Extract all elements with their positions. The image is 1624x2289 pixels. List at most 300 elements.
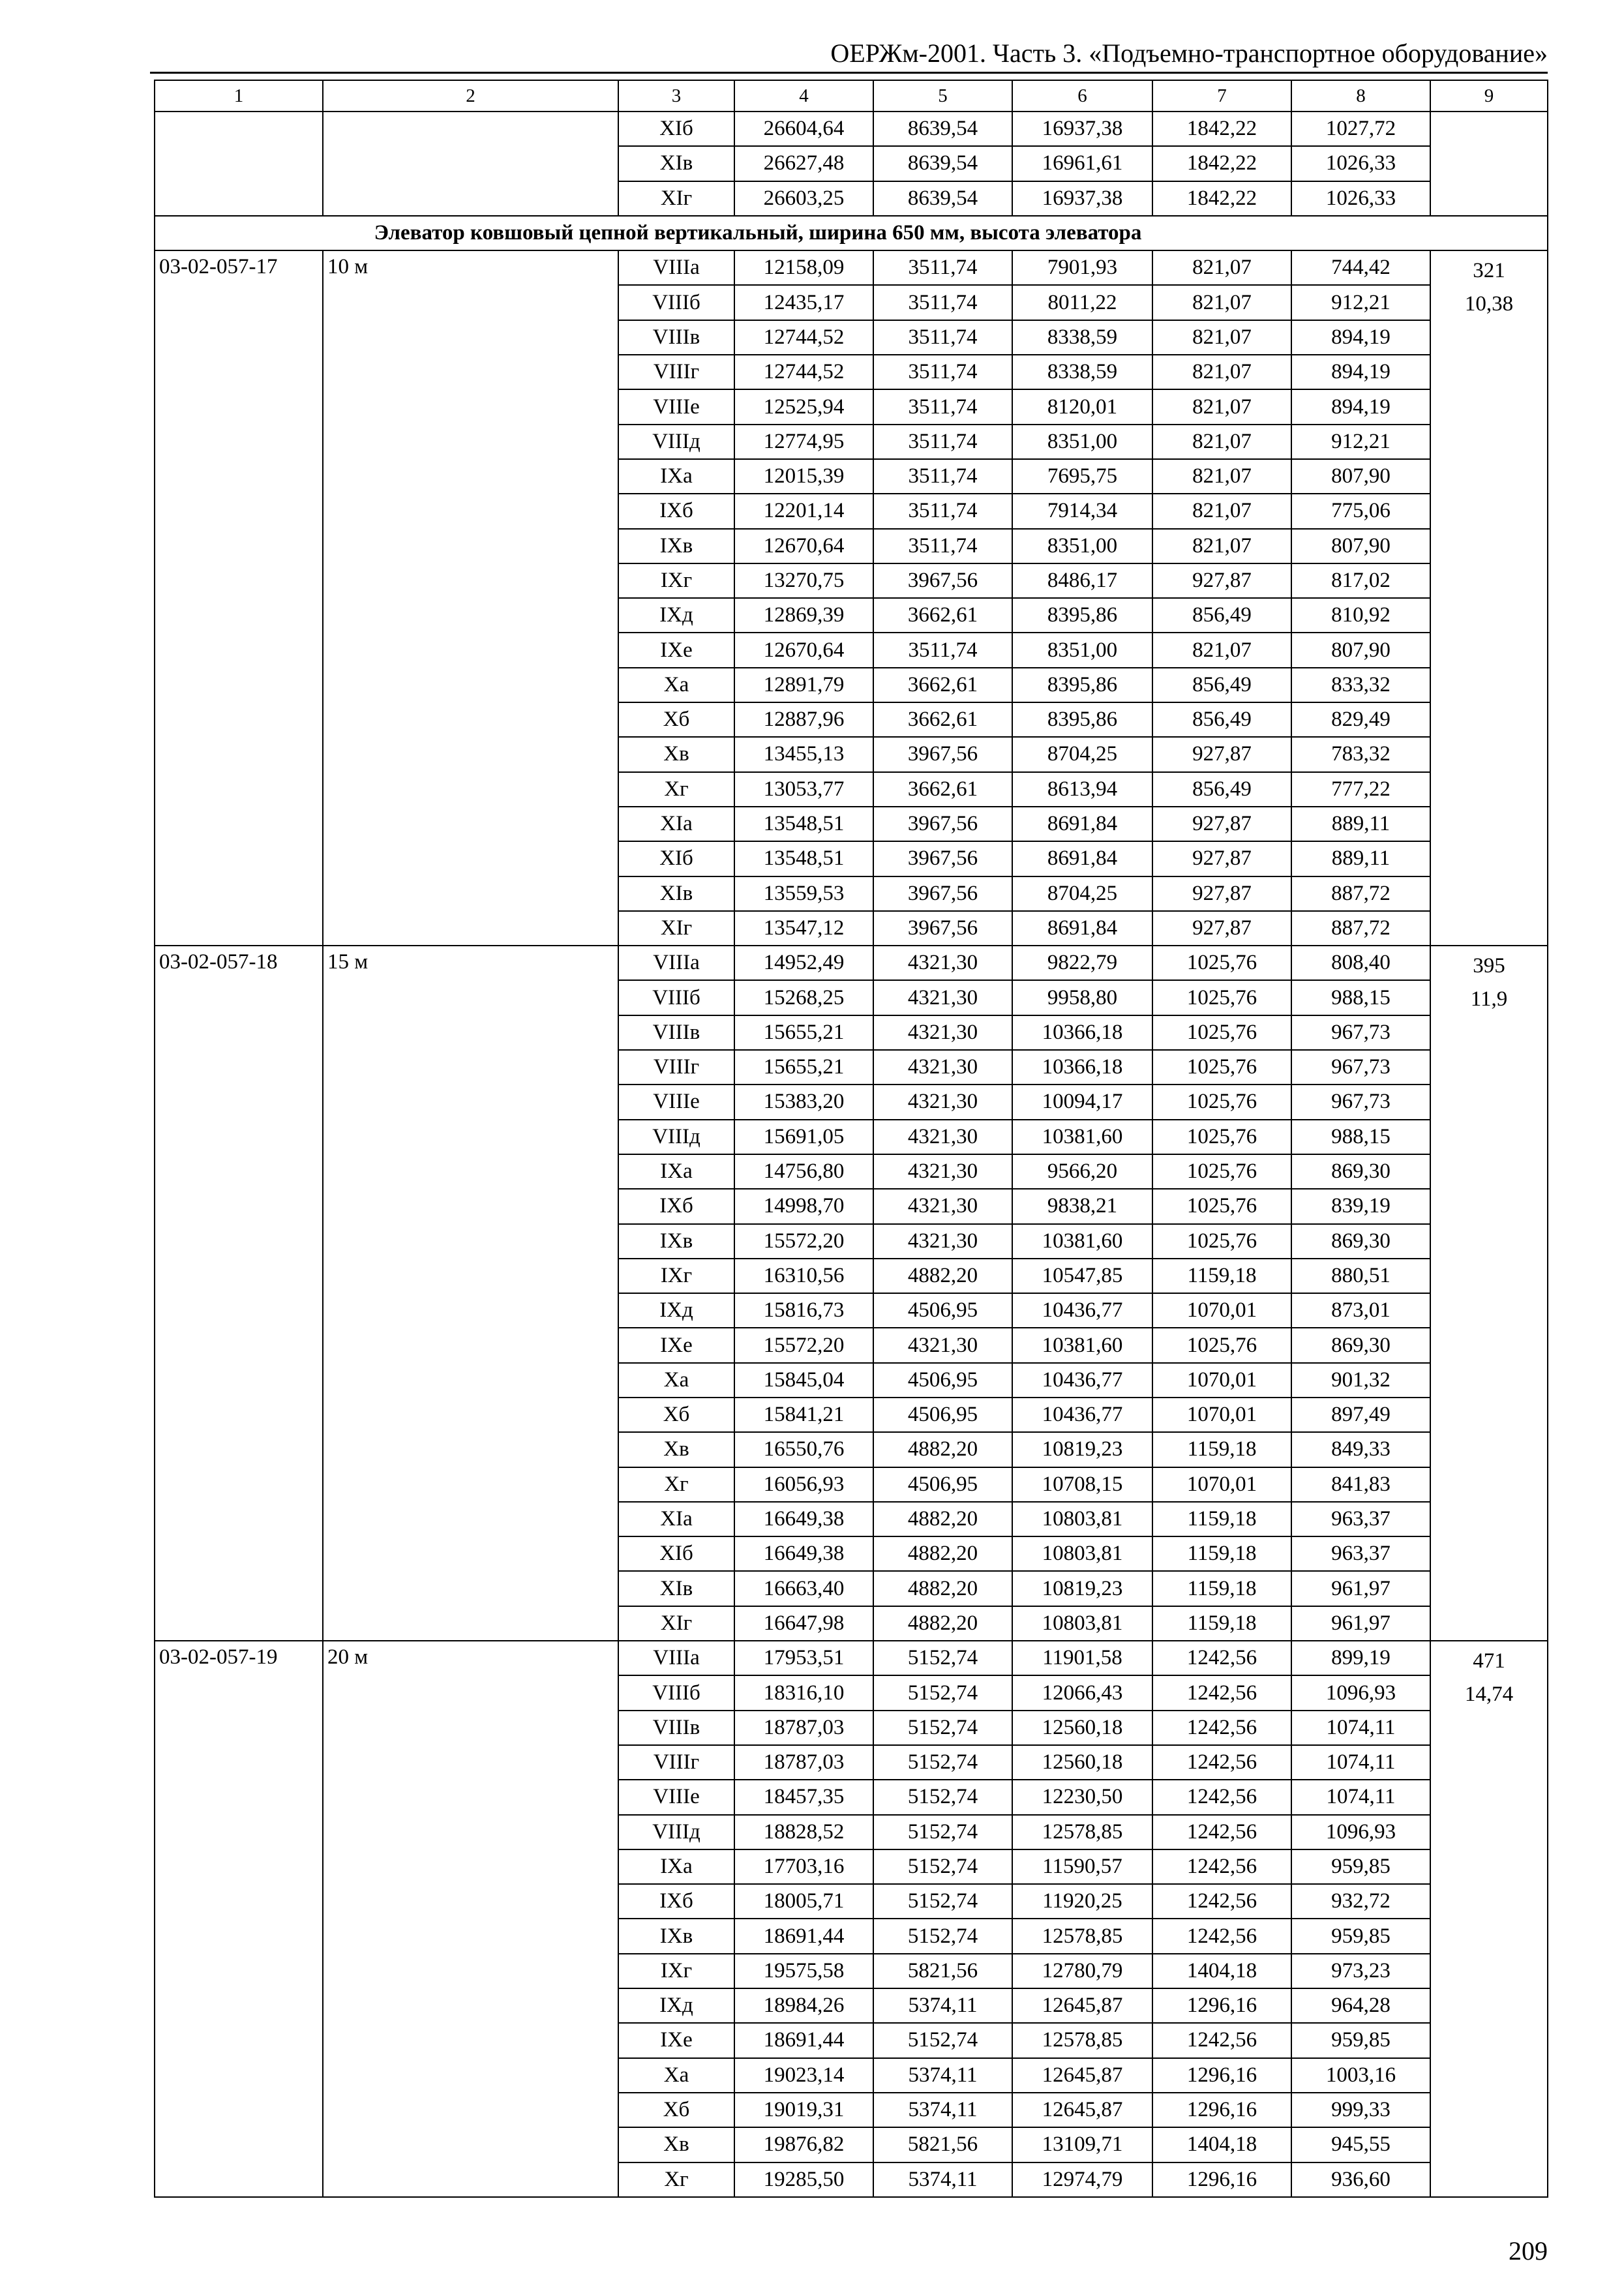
value-cell: 1096,93 [1291, 1815, 1430, 1849]
value-cell: 744,42 [1291, 250, 1430, 285]
value-cell: 3662,61 [873, 772, 1012, 807]
column-number-cell: 8 [1291, 80, 1430, 112]
value-cell: 1296,16 [1152, 2093, 1291, 2127]
value-cell: 1025,76 [1152, 1015, 1291, 1050]
value-cell: 1242,56 [1152, 1919, 1291, 1953]
value-cell: 849,33 [1291, 1432, 1430, 1467]
value-cell: 18787,03 [734, 1711, 873, 1745]
value-cell: 927,87 [1152, 807, 1291, 841]
value-cell: 12066,43 [1012, 1675, 1152, 1710]
value-cell: VIIIг [618, 355, 734, 389]
value-cell: 7901,93 [1012, 250, 1152, 285]
column-number-cell: 1 [155, 80, 323, 112]
column-number-cell: 6 [1012, 80, 1152, 112]
value-cell: 777,22 [1291, 772, 1430, 807]
value-cell: 3511,74 [873, 529, 1012, 563]
value-cell: 4321,30 [873, 1154, 1012, 1189]
value-cell: 887,72 [1291, 911, 1430, 946]
value-cell: Xв [618, 1432, 734, 1467]
value-cell: 869,30 [1291, 1328, 1430, 1362]
value-cell: 1242,56 [1152, 1815, 1291, 1849]
column-number-cell: 9 [1430, 80, 1548, 112]
value-cell: VIIIа [618, 250, 734, 285]
value-cell: 10366,18 [1012, 1050, 1152, 1085]
value-cell: 808,40 [1291, 946, 1430, 980]
value-cell: 1242,56 [1152, 1675, 1291, 1710]
value-cell: 11920,25 [1012, 1884, 1152, 1919]
value-cell: Xб [618, 2093, 734, 2127]
value-cell: 19876,82 [734, 2127, 873, 2162]
value-cell: 959,85 [1291, 2023, 1430, 2057]
value-cell: 894,19 [1291, 389, 1430, 424]
column-number-cell: 3 [618, 80, 734, 112]
value-cell: 963,37 [1291, 1502, 1430, 1536]
value-cell: VIIIд [618, 1120, 734, 1154]
value-cell: 4321,30 [873, 946, 1012, 980]
value-cell: 932,72 [1291, 1884, 1430, 1919]
value-cell: 19019,31 [734, 2093, 873, 2127]
value-cell: 4321,30 [873, 1328, 1012, 1362]
value-cell: 1159,18 [1152, 1502, 1291, 1536]
value-cell: 4506,95 [873, 1293, 1012, 1328]
value-cell: Xг [618, 2162, 734, 2197]
value-cell: 18787,03 [734, 1745, 873, 1780]
value-cell: 821,07 [1152, 285, 1291, 320]
value-cell: 8486,17 [1012, 563, 1152, 598]
value-cell: 3967,56 [873, 563, 1012, 598]
value-cell: 13053,77 [734, 772, 873, 807]
value-cell: 3662,61 [873, 668, 1012, 702]
value-cell: 3511,74 [873, 633, 1012, 667]
value-cell: 18984,26 [734, 1988, 873, 2023]
value-cell: 1159,18 [1152, 1536, 1291, 1571]
value-cell: 15841,21 [734, 1398, 873, 1432]
value-cell: 4882,20 [873, 1259, 1012, 1293]
value-cell: 12744,52 [734, 320, 873, 355]
value-cell: 889,11 [1291, 807, 1430, 841]
col9-value: 471 [1473, 1649, 1505, 1673]
col9-cell [1430, 250, 1548, 946]
elevator-height-cell: 20 м [323, 1641, 618, 2197]
price-table [154, 80, 1548, 2198]
value-cell: 15845,04 [734, 1363, 873, 1398]
value-cell: 1242,56 [1152, 1745, 1291, 1780]
value-cell: VIIIб [618, 285, 734, 320]
value-cell: 1074,11 [1291, 1745, 1430, 1780]
value-cell: XIб [618, 1536, 734, 1571]
value-cell: 16310,56 [734, 1259, 873, 1293]
value-cell: IXв [618, 529, 734, 563]
value-cell: 810,92 [1291, 598, 1430, 633]
value-cell: 927,87 [1152, 911, 1291, 946]
value-cell: Xв [618, 2127, 734, 2162]
value-cell: VIIIа [618, 946, 734, 980]
value-cell: IXе [618, 1328, 734, 1362]
value-cell: 927,87 [1152, 737, 1291, 771]
value-cell: 26627,48 [734, 146, 873, 181]
value-cell: 12578,85 [1012, 1815, 1152, 1849]
value-cell: 8351,00 [1012, 633, 1152, 667]
value-cell: 1096,93 [1291, 1675, 1430, 1710]
value-cell: 894,19 [1291, 355, 1430, 389]
col9-cell [1430, 112, 1548, 216]
value-cell: 5152,74 [873, 2023, 1012, 2057]
value-cell: 13548,51 [734, 807, 873, 841]
value-cell: 3511,74 [873, 494, 1012, 528]
value-cell: 8351,00 [1012, 425, 1152, 459]
value-cell: 4506,95 [873, 1398, 1012, 1432]
value-cell: 12670,64 [734, 529, 873, 563]
value-cell: 1026,33 [1291, 181, 1430, 216]
value-cell: 821,07 [1152, 320, 1291, 355]
code-cell [155, 112, 323, 216]
value-cell: 807,90 [1291, 459, 1430, 494]
value-cell: 817,02 [1291, 563, 1430, 598]
value-cell: 15655,21 [734, 1050, 873, 1085]
value-cell: 912,21 [1291, 425, 1430, 459]
value-cell: 8338,59 [1012, 320, 1152, 355]
value-cell: 14952,49 [734, 946, 873, 980]
value-cell: 1025,76 [1152, 1050, 1291, 1085]
value-cell: 1242,56 [1152, 1641, 1291, 1675]
page-number: 209 [1509, 2236, 1548, 2266]
value-cell: 936,60 [1291, 2162, 1430, 2197]
value-cell: 856,49 [1152, 772, 1291, 807]
value-cell: 3662,61 [873, 598, 1012, 633]
value-cell: 1025,76 [1152, 1120, 1291, 1154]
value-cell: 1296,16 [1152, 1988, 1291, 2023]
value-cell: 829,49 [1291, 702, 1430, 737]
col9-value: 321 [1473, 259, 1505, 283]
value-cell: XIг [618, 1606, 734, 1641]
value-cell: 10803,81 [1012, 1502, 1152, 1536]
value-cell: 8639,54 [873, 146, 1012, 181]
value-cell: 3511,74 [873, 285, 1012, 320]
value-cell: 5152,74 [873, 1745, 1012, 1780]
value-cell: 4321,30 [873, 980, 1012, 1015]
value-cell: 999,33 [1291, 2093, 1430, 2127]
value-cell: 807,90 [1291, 529, 1430, 563]
column-number-cell: 2 [323, 80, 618, 112]
section-title-row [155, 216, 1548, 250]
value-cell: 11590,57 [1012, 1849, 1152, 1884]
value-cell: 10803,81 [1012, 1606, 1152, 1641]
col9-value: 14,74 [1464, 1683, 1514, 1707]
height-cell [323, 112, 618, 216]
column-number-cell: 7 [1152, 80, 1291, 112]
value-cell: 17953,51 [734, 1641, 873, 1675]
value-cell: 1242,56 [1152, 1711, 1291, 1745]
value-cell: IXа [618, 459, 734, 494]
col9-cell [1430, 1641, 1548, 2197]
value-cell: IXд [618, 1293, 734, 1328]
value-cell: 12560,18 [1012, 1711, 1152, 1745]
value-cell: 9822,79 [1012, 946, 1152, 980]
value-cell: 1404,18 [1152, 1954, 1291, 1988]
value-cell: 3967,56 [873, 911, 1012, 946]
value-cell: 1404,18 [1152, 2127, 1291, 2162]
value-cell: XIа [618, 1502, 734, 1536]
value-cell: 12578,85 [1012, 1919, 1152, 1953]
value-cell: 5152,74 [873, 1815, 1012, 1849]
value-cell: 12230,50 [1012, 1780, 1152, 1814]
header-divider [150, 72, 1548, 74]
value-cell: 894,19 [1291, 320, 1430, 355]
value-cell: 12201,14 [734, 494, 873, 528]
value-cell: 1026,33 [1291, 146, 1430, 181]
value-cell: IXд [618, 598, 734, 633]
value-cell: 12744,52 [734, 355, 873, 389]
value-cell: XIб [618, 841, 734, 876]
value-cell: 897,49 [1291, 1398, 1430, 1432]
value-cell: 12645,87 [1012, 2093, 1152, 2127]
value-cell: 13559,53 [734, 876, 873, 911]
value-cell: 775,06 [1291, 494, 1430, 528]
value-cell: 12560,18 [1012, 1745, 1152, 1780]
table-row [155, 112, 1548, 146]
rate-code-cell: 03-02-057-19 [155, 1641, 323, 2197]
value-cell: 18316,10 [734, 1675, 873, 1710]
value-cell: 10547,85 [1012, 1259, 1152, 1293]
value-cell: 821,07 [1152, 459, 1291, 494]
value-cell: 8639,54 [873, 112, 1012, 146]
value-cell: 16647,98 [734, 1606, 873, 1641]
value-cell: 5152,74 [873, 1675, 1012, 1710]
value-cell: Xг [618, 772, 734, 807]
value-cell: XIв [618, 1571, 734, 1606]
value-cell: XIг [618, 181, 734, 216]
value-cell: 10366,18 [1012, 1015, 1152, 1050]
value-cell: VIIIв [618, 320, 734, 355]
rate-code-cell: 03-02-057-18 [155, 946, 323, 1641]
value-cell: 841,83 [1291, 1467, 1430, 1502]
value-cell: 1842,22 [1152, 112, 1291, 146]
value-cell: 4321,30 [873, 1120, 1012, 1154]
value-cell: 8691,84 [1012, 911, 1152, 946]
value-cell: 5374,11 [873, 2093, 1012, 2127]
value-cell: 4882,20 [873, 1571, 1012, 1606]
value-cell: 10381,60 [1012, 1328, 1152, 1362]
value-cell: 1242,56 [1152, 1849, 1291, 1884]
value-cell: 5152,74 [873, 1919, 1012, 1953]
value-cell: 959,85 [1291, 1919, 1430, 1953]
value-cell: 10436,77 [1012, 1363, 1152, 1398]
value-cell: 19575,58 [734, 1954, 873, 1988]
value-cell: 10381,60 [1012, 1224, 1152, 1259]
value-cell: 1070,01 [1152, 1363, 1291, 1398]
value-cell: 8691,84 [1012, 807, 1152, 841]
value-cell: Xа [618, 668, 734, 702]
value-cell: 5152,74 [873, 1780, 1012, 1814]
value-cell: 5374,11 [873, 2162, 1012, 2197]
value-cell: 1070,01 [1152, 1467, 1291, 1502]
value-cell: 3511,74 [873, 425, 1012, 459]
value-cell: 10708,15 [1012, 1467, 1152, 1502]
value-cell: 12645,87 [1012, 1988, 1152, 2023]
value-cell: 1159,18 [1152, 1606, 1291, 1641]
value-cell: 14998,70 [734, 1189, 873, 1223]
value-cell: 8351,00 [1012, 529, 1152, 563]
value-cell: 4882,20 [873, 1502, 1012, 1536]
value-cell: 945,55 [1291, 2127, 1430, 2162]
rate-code-cell: 03-02-057-17 [155, 250, 323, 946]
value-cell: 1003,16 [1291, 2058, 1430, 2093]
value-cell: IXб [618, 1189, 734, 1223]
col9-cell [1430, 946, 1548, 1641]
value-cell: 783,32 [1291, 737, 1430, 771]
value-cell: 15572,20 [734, 1328, 873, 1362]
value-cell: Xб [618, 1398, 734, 1432]
value-cell: 15655,21 [734, 1015, 873, 1050]
table-row [155, 250, 1548, 285]
value-cell: 16937,38 [1012, 112, 1152, 146]
value-cell: 3511,74 [873, 389, 1012, 424]
value-cell: 1159,18 [1152, 1432, 1291, 1467]
value-cell: VIIIд [618, 1815, 734, 1849]
value-cell: 8338,59 [1012, 355, 1152, 389]
value-cell: 967,73 [1291, 1015, 1430, 1050]
value-cell: 1242,56 [1152, 1884, 1291, 1919]
value-cell: 12525,94 [734, 389, 873, 424]
table-row [155, 1641, 1548, 1675]
value-cell: 927,87 [1152, 563, 1291, 598]
value-cell: 15268,25 [734, 980, 873, 1015]
value-cell: IXг [618, 1259, 734, 1293]
value-cell: 869,30 [1291, 1224, 1430, 1259]
value-cell: IXв [618, 1919, 734, 1953]
value-cell: 12774,95 [734, 425, 873, 459]
value-cell: 8011,22 [1012, 285, 1152, 320]
value-cell: 1025,76 [1152, 980, 1291, 1015]
value-cell: 1027,72 [1291, 112, 1430, 146]
value-cell: XIв [618, 146, 734, 181]
value-cell: 18828,52 [734, 1815, 873, 1849]
value-cell: XIб [618, 112, 734, 146]
value-cell: 5152,74 [873, 1849, 1012, 1884]
value-cell: 8120,01 [1012, 389, 1152, 424]
value-cell: 8395,86 [1012, 702, 1152, 737]
value-cell: 3967,56 [873, 876, 1012, 911]
value-cell: 821,07 [1152, 494, 1291, 528]
value-cell: 18691,44 [734, 2023, 873, 2057]
value-cell: IXа [618, 1154, 734, 1189]
value-cell: 5821,56 [873, 2127, 1012, 2162]
value-cell: 8691,84 [1012, 841, 1152, 876]
value-cell: 988,15 [1291, 1120, 1430, 1154]
value-cell: 899,19 [1291, 1641, 1430, 1675]
value-cell: 9838,21 [1012, 1189, 1152, 1223]
value-cell: 839,19 [1291, 1189, 1430, 1223]
col9-value: 11,9 [1470, 987, 1508, 1011]
value-cell: 8704,25 [1012, 737, 1152, 771]
value-cell: 9958,80 [1012, 980, 1152, 1015]
value-cell: 8613,94 [1012, 772, 1152, 807]
value-cell: 807,90 [1291, 633, 1430, 667]
value-cell: 856,49 [1152, 598, 1291, 633]
value-cell: IXд [618, 1988, 734, 2023]
value-cell: VIIIе [618, 1780, 734, 1814]
section-title: Элеватор ковшовый цепной вертикальный, ширина 650 мм, высота элеватора [374, 221, 1142, 245]
value-cell: Xа [618, 2058, 734, 2093]
value-cell: 1242,56 [1152, 1780, 1291, 1814]
value-cell: 3967,56 [873, 737, 1012, 771]
value-cell: 12578,85 [1012, 2023, 1152, 2057]
value-cell: 963,37 [1291, 1536, 1430, 1571]
document-header-title: ОЕРЖм-2001. Часть 3. «Подъемно-транспортное оборудование» [830, 38, 1548, 68]
table-row [155, 946, 1548, 980]
value-cell: 19285,50 [734, 2162, 873, 2197]
value-cell: 1842,22 [1152, 146, 1291, 181]
value-cell: 869,30 [1291, 1154, 1430, 1189]
value-cell: XIг [618, 911, 734, 946]
value-cell: 4321,30 [873, 1015, 1012, 1050]
value-cell: 1025,76 [1152, 1224, 1291, 1259]
value-cell: 10819,23 [1012, 1571, 1152, 1606]
value-cell: 961,97 [1291, 1571, 1430, 1606]
value-cell: 4506,95 [873, 1467, 1012, 1502]
value-cell: 18457,35 [734, 1780, 873, 1814]
value-cell: 927,87 [1152, 876, 1291, 911]
value-cell: 4882,20 [873, 1606, 1012, 1641]
value-cell: 967,73 [1291, 1085, 1430, 1119]
value-cell: 1025,76 [1152, 1085, 1291, 1119]
value-cell: 11901,58 [1012, 1641, 1152, 1675]
value-cell: VIIIв [618, 1711, 734, 1745]
value-cell: 927,87 [1152, 841, 1291, 876]
value-cell: IXг [618, 1954, 734, 1988]
value-cell: 16961,61 [1012, 146, 1152, 181]
value-cell: 912,21 [1291, 285, 1430, 320]
value-cell: VIIIд [618, 425, 734, 459]
value-cell: 1025,76 [1152, 946, 1291, 980]
value-cell: 4321,30 [873, 1085, 1012, 1119]
value-cell: 10819,23 [1012, 1432, 1152, 1467]
value-cell: 10436,77 [1012, 1398, 1152, 1432]
value-cell: 13548,51 [734, 841, 873, 876]
value-cell: 10436,77 [1012, 1293, 1152, 1328]
value-cell: 16056,93 [734, 1467, 873, 1502]
value-cell: 961,97 [1291, 1606, 1430, 1641]
value-cell: 821,07 [1152, 355, 1291, 389]
value-cell: 19023,14 [734, 2058, 873, 2093]
column-number-row [155, 80, 1548, 112]
value-cell: Xг [618, 1467, 734, 1502]
value-cell: 12015,39 [734, 459, 873, 494]
value-cell: 5152,74 [873, 1884, 1012, 1919]
value-cell: 887,72 [1291, 876, 1430, 911]
value-cell: 16937,38 [1012, 181, 1152, 216]
value-cell: 1296,16 [1152, 2058, 1291, 2093]
value-cell: 12891,79 [734, 668, 873, 702]
value-cell: 18005,71 [734, 1884, 873, 1919]
value-cell: 3511,74 [873, 250, 1012, 285]
column-number-cell: 4 [734, 80, 873, 112]
value-cell: 5152,74 [873, 1711, 1012, 1745]
value-cell: 12974,79 [1012, 2162, 1152, 2197]
value-cell: 10381,60 [1012, 1120, 1152, 1154]
value-cell: 4506,95 [873, 1363, 1012, 1398]
value-cell: 1842,22 [1152, 181, 1291, 216]
elevator-height-cell: 10 м [323, 250, 618, 946]
value-cell: 1242,56 [1152, 2023, 1291, 2057]
value-cell: IXа [618, 1849, 734, 1884]
value-cell: 7914,34 [1012, 494, 1152, 528]
value-cell: VIIIе [618, 389, 734, 424]
value-cell: VIIIа [618, 1641, 734, 1675]
value-cell: 1296,16 [1152, 2162, 1291, 2197]
value-cell: 901,32 [1291, 1363, 1430, 1398]
value-cell: 10094,17 [1012, 1085, 1152, 1119]
